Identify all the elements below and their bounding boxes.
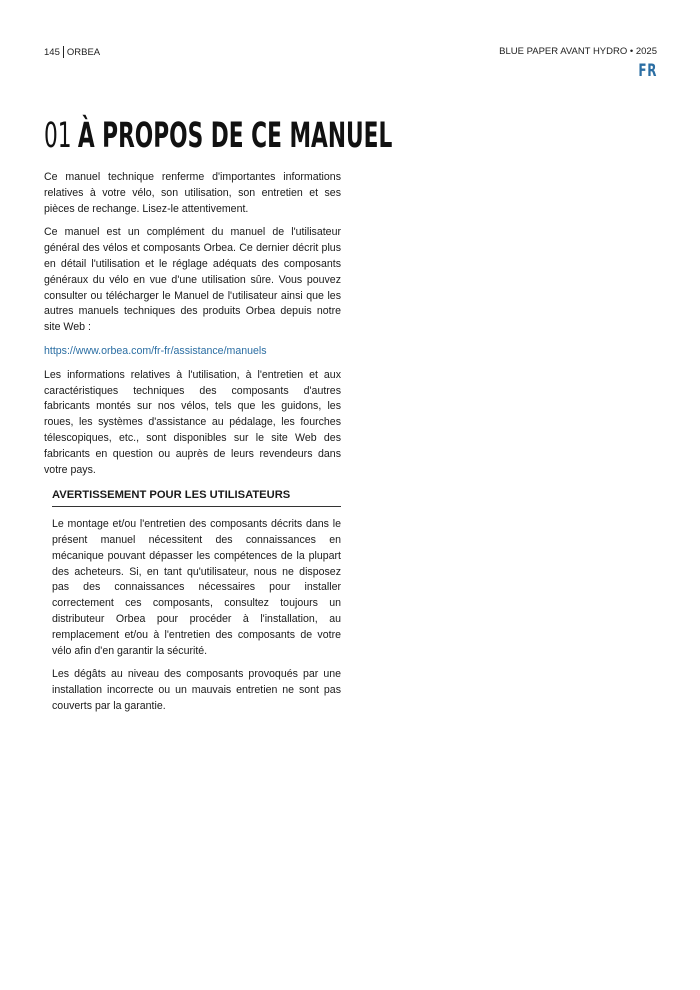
warning-paragraph: Le montage et/ou l'entretien des composants décrits dans le présent manuel nécessitent des connaissances en mécanique pouvant dépasser les compétences de la plupart des acheteurs. Si, en tant qu'utilisateur, nous ne disposez pas des connaissances nécessaires pour installer correctement ces composants, consultez toujours un distributeur Orbea pour procéder à l'installation, au remplacement et/ou à l'entretien des composants de votre vélo afin d'en garantir la sécurité. [52,518,341,657]
page-header-left [44,46,100,58]
warning-paragraph: Les dégâts au niveau des composants provoqués par une installation incorrecte ou un mauvais entretien ne sont pas couverts par la garantie. [52,668,341,712]
page-number: 145 [44,46,60,58]
manuals-link[interactable]: https://www.orbea.com/fr-fr/assistance/manuels [44,344,267,357]
header-divider [63,46,64,58]
brand-name: ORBEA [66,46,101,58]
warning-title: AVERTISSEMENT POUR LES UTILISATEURS [52,488,341,507]
third-party-paragraph: Les informations relatives à l'utilisation, à l'entretien et aux caractéristiques techniques des composants d'autres fabricants montés sur nos vélos, tels que les guidons, les roues, les systèmes d'assistance au pédalage, les fourches télescopiques, etc., sont disponibles sur le site Web des fabricants en question ou auprès de leurs revendeurs dans votre pays. [44,368,341,476]
language-badge: FR [638,61,657,81]
complement-paragraph: Ce manuel est un complément du manuel de l'utilisateur général des vélos et composants Orbea. Ce dernier décrit plus en détail l'utilisation et le réglage adéquats des composants généraux du vélo en vue d'une utilisation sûre. Vous pouvez consulter ou télécharger le Manuel de l'utilisateur ainsi que les autres manuels techniques des produits Orbea depuis notre site Web : [44,226,341,334]
intro-paragraph: Ce manuel technique renferme d'importantes informations relatives à votre vélo, son utilisation, son entretien et ses pièces de rechange. Lisez-le attentivement. [44,171,341,215]
section-number: 01 [44,116,72,156]
section-title: À PROPOS DE CE MANUEL [77,116,393,156]
main-content [44,170,341,723]
warning-box [52,488,341,714]
page-title [44,114,392,158]
document-title: BLUE PAPER AVANT HYDRO • 2025 [499,46,657,57]
